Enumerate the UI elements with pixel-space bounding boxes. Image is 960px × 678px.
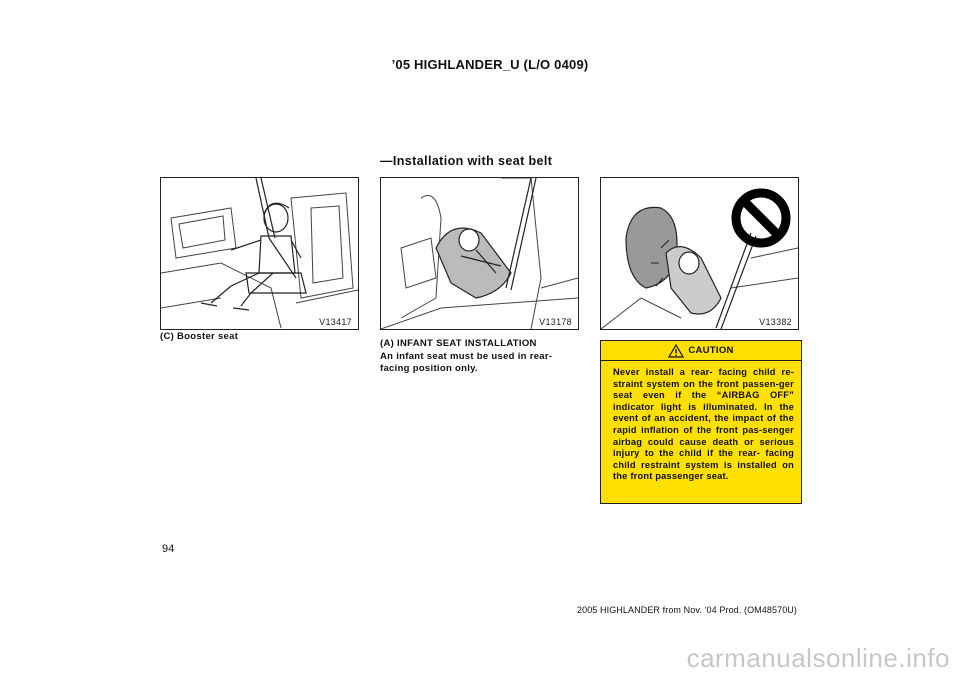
caution-header	[601, 341, 801, 361]
infant-seat-illustration	[381, 178, 578, 329]
prohibition-icon	[736, 193, 786, 243]
figure-infant-seat	[380, 177, 579, 330]
caution-box	[600, 340, 802, 504]
page-footer: 2005 HIGHLANDER from Nov. ’04 Prod. (OM48570U)	[576, 605, 797, 615]
figure-code: V13417	[319, 317, 352, 327]
prohibited-installation-illustration	[601, 178, 798, 329]
page-number: 94	[162, 543, 175, 555]
figure-caption-booster: (C) Booster seat	[160, 331, 239, 342]
watermark[interactable]: carmanualsonline.info	[686, 643, 950, 673]
caution-text: Never install a rear- facing child re-straint system on the front passen-ger seat even if the “AIRBAG OFF” indicator light is illuminated. In the event of an accident, the impact of the rapid inflation of the front pas-senger airbag could cause death or serious injury to the child if the rear- facing child restraint system is installed on the front passenger seat.	[613, 367, 794, 482]
figure-caption-infant: (A) INFANT SEAT INSTALLATION	[380, 338, 537, 349]
page-header: ’05 HIGHLANDER_U (L/O 0409)	[391, 57, 589, 72]
section-title: —Installation with seat belt	[380, 154, 553, 168]
warning-triangle-icon	[668, 344, 684, 358]
figure-code: V13178	[539, 317, 572, 327]
figure-code: V13382	[759, 317, 792, 327]
caution-title: CAUTION	[688, 345, 734, 356]
figure-prohibited-front-seat	[600, 177, 799, 330]
body-text: An infant seat must be used in rear-facing position only.	[380, 351, 553, 374]
figure-booster-seat	[160, 177, 359, 330]
booster-seat-illustration	[161, 178, 358, 329]
